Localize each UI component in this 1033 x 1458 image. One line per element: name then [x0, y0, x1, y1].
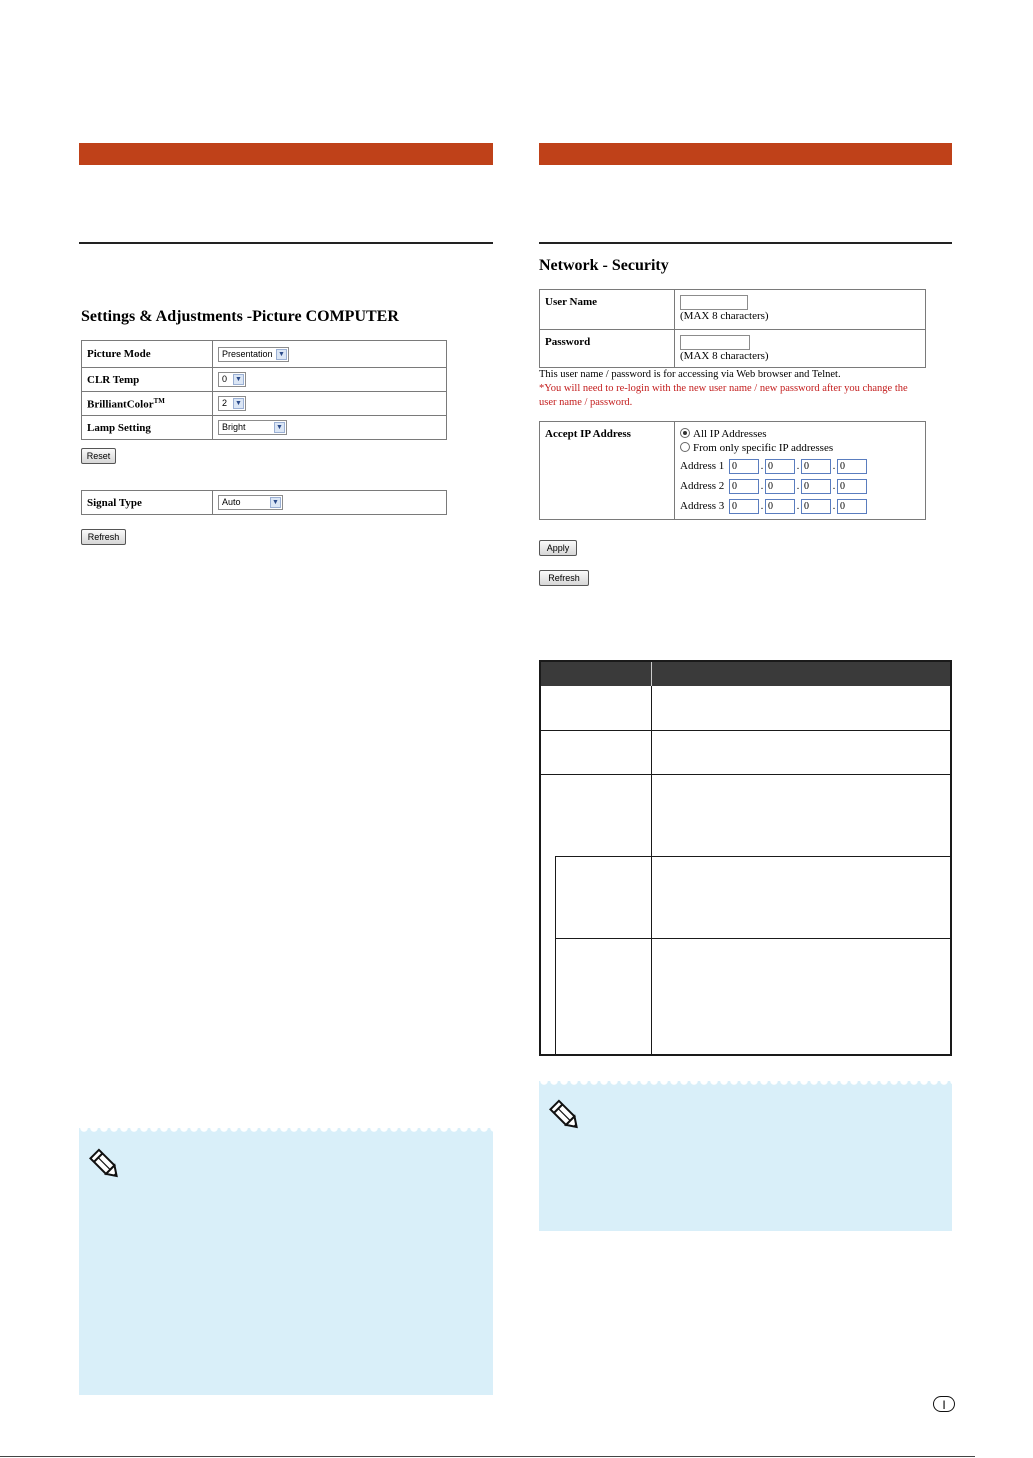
brilliantcolor-value: 2 — [222, 398, 228, 408]
user-name-label: User Name — [540, 290, 675, 330]
chevron-down-icon: ▼ — [233, 398, 244, 409]
signal-type-table — [81, 490, 447, 515]
ip-address-label: Address 2 — [680, 480, 725, 492]
indent-divider — [555, 856, 556, 1056]
clr-temp-cell — [213, 368, 447, 392]
description-table — [539, 660, 952, 1056]
table-row — [540, 290, 926, 330]
picture-mode-value: Presentation — [222, 348, 273, 359]
column-divider — [651, 686, 652, 1056]
accept-ip-table — [539, 421, 926, 520]
table-row — [540, 422, 926, 520]
password-input[interactable] — [680, 335, 750, 350]
octet-separator: . — [796, 480, 800, 492]
clr-temp-value: 0 — [222, 374, 228, 384]
note-scallop-edge — [539, 1081, 952, 1089]
table-row — [82, 416, 447, 440]
chevron-down-icon: ▼ — [233, 374, 244, 385]
row-divider — [541, 774, 950, 775]
ip-octet-input[interactable]: 0 — [729, 459, 759, 474]
ip-octet-input[interactable]: 0 — [837, 459, 867, 474]
radio-selected-icon[interactable] — [680, 428, 690, 438]
apply-button[interactable]: Apply — [539, 540, 577, 556]
pencil-icon — [547, 1096, 585, 1134]
description-table-header — [541, 662, 950, 686]
ip-address-row — [680, 456, 920, 476]
brilliantcolor-cell — [213, 392, 447, 416]
credentials-table — [539, 289, 926, 368]
ip-octet-input[interactable]: 0 — [729, 499, 759, 514]
signal-type-label: Signal Type — [82, 491, 213, 515]
chevron-down-icon: ▼ — [270, 497, 281, 508]
table-row — [82, 491, 447, 515]
signal-type-cell — [213, 491, 447, 515]
picture-mode-label: Picture Mode — [82, 341, 213, 368]
octet-separator: . — [760, 500, 764, 512]
right-section-bar — [539, 143, 952, 165]
octet-separator: . — [760, 480, 764, 492]
octet-separator: . — [832, 460, 836, 472]
table-row — [82, 368, 447, 392]
ip-octet-input[interactable]: 0 — [729, 479, 759, 494]
left-note-box — [79, 1128, 493, 1395]
pencil-icon — [87, 1145, 125, 1183]
clr-temp-label: CLR Temp — [82, 368, 213, 392]
accept-ip-cell — [675, 422, 926, 520]
ip-octet-input[interactable]: 0 — [765, 459, 795, 474]
password-label: Password — [540, 330, 675, 368]
specific-ip-option[interactable] — [680, 442, 920, 456]
octet-separator: . — [832, 500, 836, 512]
reset-button[interactable]: Reset — [81, 448, 116, 464]
left-refresh-button[interactable]: Refresh — [81, 529, 126, 545]
octet-separator: . — [796, 500, 800, 512]
lamp-setting-value: Bright — [222, 422, 246, 432]
table-row — [82, 392, 447, 416]
all-ip-option[interactable] — [680, 428, 920, 442]
brilliantcolor-label-text: BrilliantColor — [87, 398, 154, 411]
accept-ip-label: Accept IP Address — [540, 422, 675, 520]
note-scallop-edge — [79, 1128, 493, 1136]
ip-octet-input[interactable]: 0 — [801, 459, 831, 474]
chevron-down-icon: ▼ — [274, 422, 285, 433]
credentials-info-text: This user name / password is for accessing via Web browser and Telnet. — [539, 369, 841, 380]
table-row — [540, 330, 926, 368]
right-note-box — [539, 1081, 952, 1231]
picture-mode-cell — [213, 341, 447, 368]
all-ip-option-label: All IP Addresses — [693, 428, 767, 440]
left-section-rule — [79, 242, 493, 244]
ip-octet-input[interactable]: 0 — [801, 479, 831, 494]
header-column-divider — [651, 662, 652, 686]
ip-address-label: Address 3 — [680, 500, 725, 512]
octet-separator: . — [832, 480, 836, 492]
lamp-setting-select[interactable] — [218, 420, 287, 435]
octet-separator: . — [760, 460, 764, 472]
ip-octet-input[interactable]: 0 — [837, 499, 867, 514]
ip-address-row — [680, 496, 920, 516]
user-name-cell — [675, 290, 926, 330]
trademark-sup: TM — [153, 396, 165, 405]
octet-separator: . — [796, 460, 800, 472]
clr-temp-select[interactable] — [218, 372, 246, 387]
bottom-rule — [0, 1456, 975, 1457]
chevron-down-icon: ▼ — [276, 349, 287, 360]
relogin-warning-text: *You will need to re-login with the new user name / new password after you change the user name / password. — [539, 383, 908, 408]
radio-unselected-icon[interactable] — [680, 442, 690, 452]
picture-mode-select[interactable] — [218, 347, 289, 362]
ip-address-row — [680, 476, 920, 496]
lamp-setting-cell — [213, 416, 447, 440]
user-name-input[interactable] — [680, 295, 748, 310]
ip-octet-input[interactable]: 0 — [837, 479, 867, 494]
lamp-setting-label: Lamp Setting — [82, 416, 213, 440]
password-cell — [675, 330, 926, 368]
signal-type-select[interactable] — [218, 495, 283, 510]
ip-octet-input[interactable]: 0 — [765, 499, 795, 514]
ip-octet-input[interactable]: 0 — [765, 479, 795, 494]
brilliantcolor-label — [82, 392, 213, 416]
right-section-rule — [539, 242, 952, 244]
network-security-heading: Network - Security — [539, 257, 669, 274]
table-row — [82, 341, 447, 368]
password-hint: (MAX 8 characters) — [680, 350, 769, 362]
picture-settings-table — [81, 340, 447, 440]
specific-ip-option-label: From only specific IP addresses — [693, 442, 834, 454]
signal-type-value: Auto — [222, 497, 241, 507]
row-divider — [555, 856, 950, 857]
ip-octet-input[interactable]: 0 — [801, 499, 831, 514]
user-name-hint: (MAX 8 characters) — [680, 310, 769, 322]
brilliantcolor-select[interactable] — [218, 396, 246, 411]
row-divider — [555, 938, 950, 939]
picture-settings-heading: Settings & Adjustments -Picture COMPUTER — [81, 308, 399, 325]
page-marker: I — [933, 1396, 955, 1412]
right-refresh-button[interactable]: Refresh — [539, 570, 589, 586]
row-divider — [541, 730, 950, 731]
left-section-bar — [79, 143, 493, 165]
ip-address-label: Address 1 — [680, 460, 725, 472]
